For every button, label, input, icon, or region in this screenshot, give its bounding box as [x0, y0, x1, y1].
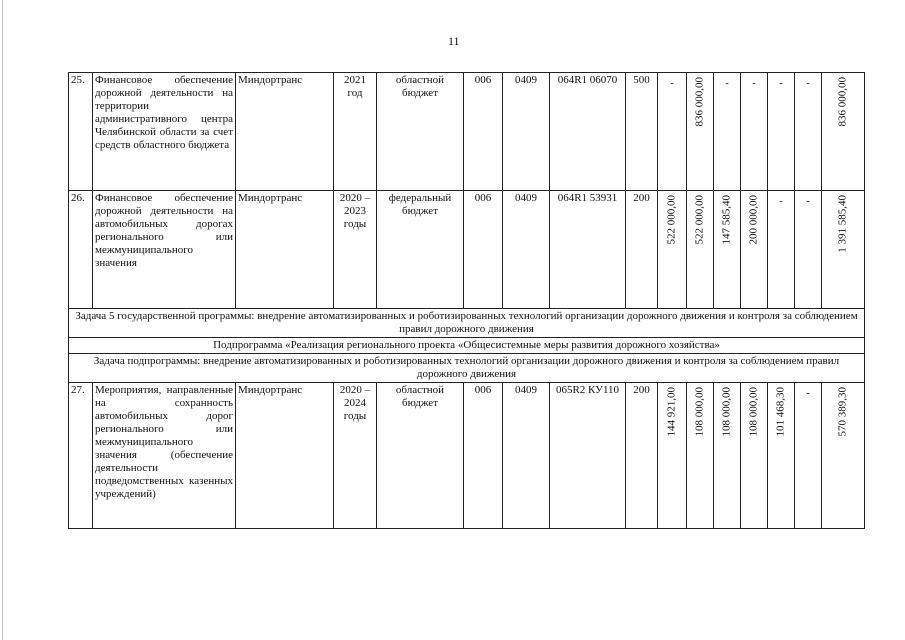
- csr-code: 065R2 КУ110: [550, 383, 626, 529]
- rzpr-code: 0409: [503, 191, 550, 309]
- subprogram-text: Подпрограмма «Реализация регионального проекта «Общесистемные меры развития дорожного хозяйства»: [69, 338, 865, 354]
- year-amount: -: [768, 191, 795, 309]
- table-row: [69, 383, 865, 529]
- page-margin-line: [2, 0, 3, 640]
- total-amount: 570 389,30: [822, 383, 865, 529]
- task-banner: [69, 309, 865, 338]
- year-amount: 144 921,00: [658, 383, 687, 529]
- total-amount: 836 000,00: [822, 73, 865, 191]
- year-amount: -: [795, 191, 822, 309]
- measure-name: Мероприятия, направленные на сохранность автомобильных дорог регионального или межмуниципального значения (обеспечение деятельности подведомственных казенных учреждений): [93, 383, 236, 529]
- table-row: [69, 191, 865, 309]
- year-amount: 522 000,00: [687, 191, 714, 309]
- year-amount: 108 000,00: [741, 383, 768, 529]
- period: 2021 год: [334, 73, 377, 191]
- year-amount: -: [795, 73, 822, 191]
- year-amount: -: [795, 383, 822, 529]
- vr-code: 200: [626, 191, 658, 309]
- year-amount: 522 000,00: [658, 191, 687, 309]
- year-amount: -: [741, 73, 768, 191]
- period: 2020 – 2024 годы: [334, 383, 377, 529]
- executor: Миндортранс: [236, 73, 334, 191]
- program-table: [68, 72, 865, 529]
- row-number: 26.: [69, 191, 93, 309]
- subtask-banner: [69, 354, 865, 383]
- page-number: 11: [448, 34, 460, 48]
- subprogram-banner: [69, 338, 865, 354]
- grbs-code: 006: [464, 383, 503, 529]
- grbs-code: 006: [464, 73, 503, 191]
- csr-code: 064R1 06070: [550, 73, 626, 191]
- row-number: 25.: [69, 73, 93, 191]
- rzpr-code: 0409: [503, 383, 550, 529]
- rzpr-code: 0409: [503, 73, 550, 191]
- year-amount: 108 000,00: [714, 383, 741, 529]
- funding-source: федеральный бюджет: [377, 191, 464, 309]
- year-amount: -: [768, 73, 795, 191]
- year-amount: 200 000,00: [741, 191, 768, 309]
- year-amount: 101 468,30: [768, 383, 795, 529]
- year-amount: 147 585,40: [714, 191, 741, 309]
- vr-code: 200: [626, 383, 658, 529]
- vr-code: 500: [626, 73, 658, 191]
- funding-source: областной бюджет: [377, 73, 464, 191]
- measure-name: Финансовое обеспечение дорожной деятельности на территории административного центра Челябинской области за счет средств областного бюджета: [93, 73, 236, 191]
- csr-code: 064R1 53931: [550, 191, 626, 309]
- task5-text: Задача 5 государственной программы: внедрение автоматизированных и роботизированных технологий организации дорожного движения и контроля за соблюдением правил дорожного движения: [69, 309, 865, 338]
- row-number: 27.: [69, 383, 93, 529]
- year-amount: 108 000,00: [687, 383, 714, 529]
- total-amount: 1 391 585,40: [822, 191, 865, 309]
- period: 2020 – 2023 годы: [334, 191, 377, 309]
- executor: Миндортранс: [236, 191, 334, 309]
- year-amount: -: [658, 73, 687, 191]
- executor: Миндортранс: [236, 383, 334, 529]
- year-amount: -: [714, 73, 741, 191]
- table-row: [69, 73, 865, 191]
- year-amount: 836 000,00: [687, 73, 714, 191]
- subtask-text: Задача подпрограммы: внедрение автоматизированных и роботизированных технологий организации дорожного движения и контроля за соблюдением правил дорожного движения: [69, 354, 865, 383]
- measure-name: Финансовое обеспечение дорожной деятельности на автомобильных дорогах регионального или межмуниципального значения: [93, 191, 236, 309]
- funding-source: областной бюджет: [377, 383, 464, 529]
- grbs-code: 006: [464, 191, 503, 309]
